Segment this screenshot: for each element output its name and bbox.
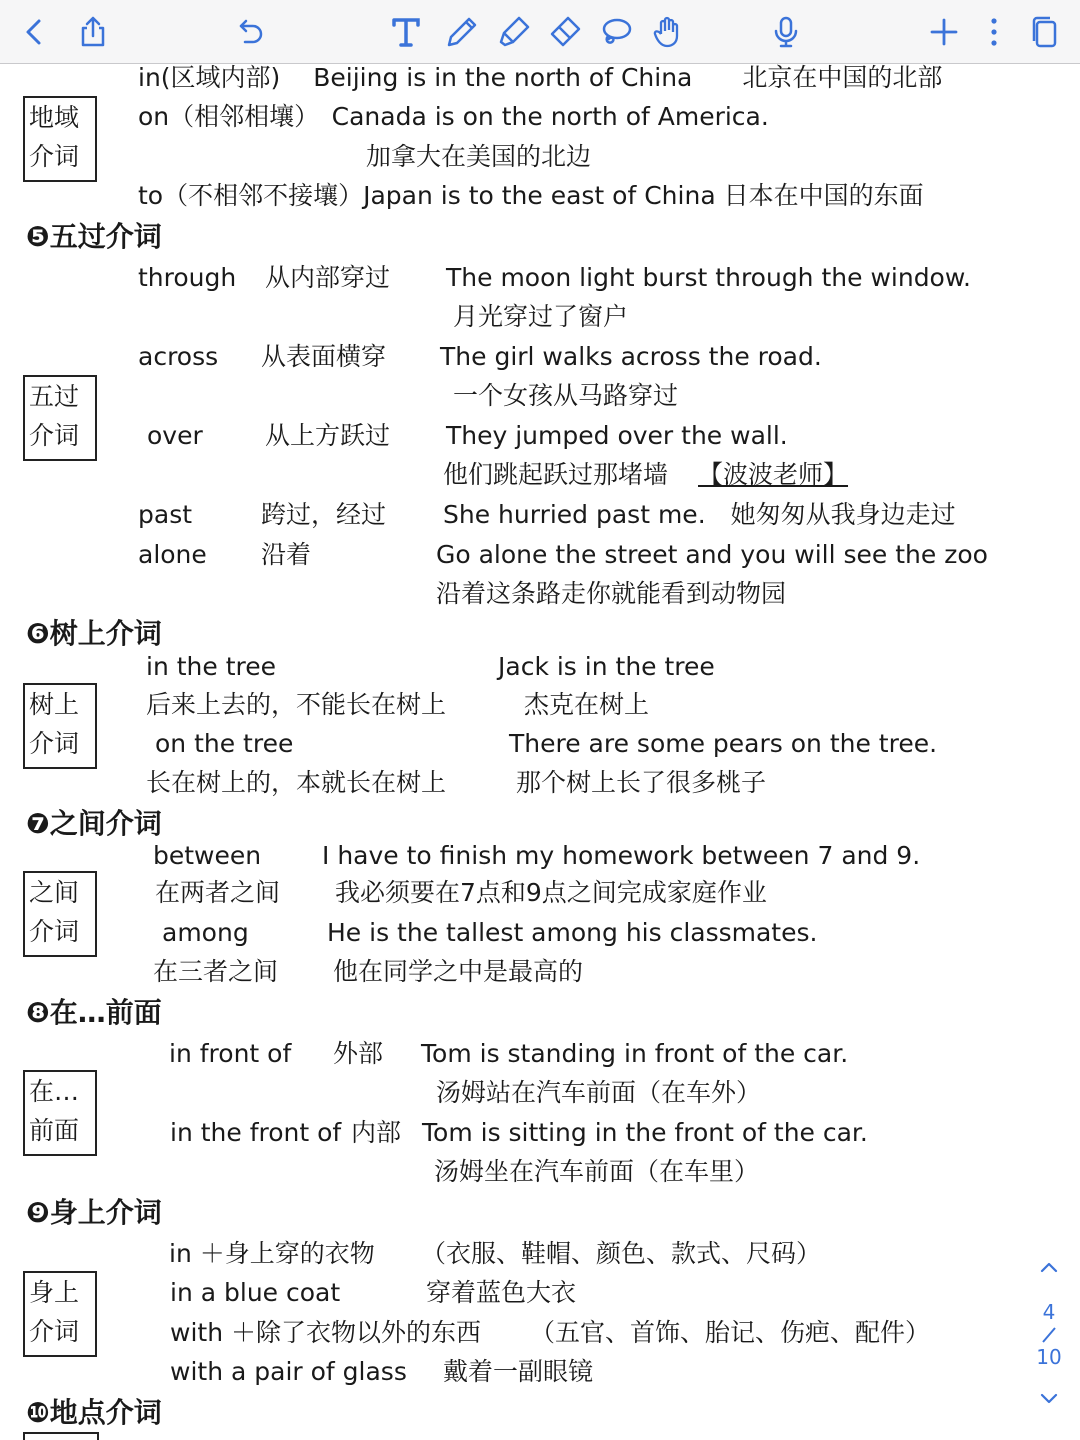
section7-line1-right: I have to finish my homework between 7 and 9. (322, 841, 921, 870)
row-word: through (138, 263, 237, 292)
box-label-line2: 介词 (29, 421, 80, 450)
row-example: She hurried past me. 她匆匆从我身边走过 (443, 500, 956, 529)
row-word: across (138, 342, 219, 371)
section9-line3-left: with ＋除了衣物以外的东西 (170, 1318, 481, 1347)
section8-line1-phrase: in front of (169, 1039, 292, 1068)
row-meaning: 从内部穿过 (265, 263, 391, 292)
box-label-line1: 在… (29, 1077, 80, 1106)
section6-line1-right: Jack is in the tree (498, 652, 715, 681)
microphone-button[interactable] (764, 10, 808, 54)
section7-line3-right: He is the tallest among his classmates. (327, 918, 818, 947)
section6-line3-left: on the tree (155, 729, 294, 758)
row-meaning: 跨过，经过 (261, 500, 387, 529)
undo-icon (231, 14, 267, 50)
section9-line4-left: with a pair of glass (170, 1357, 407, 1386)
text-tool-button[interactable] (384, 10, 428, 54)
pages-button[interactable] (1022, 10, 1066, 54)
page-separator (1039, 1325, 1059, 1345)
chevron-down-icon (1036, 1386, 1062, 1412)
section7-line4-right: 他在同学之中是最高的 (333, 957, 584, 986)
section9-line4-right: 戴着一副眼镜 (443, 1357, 594, 1386)
section6-line2-right: 杰克在树上 (524, 690, 650, 719)
section7-line4-left: 在三者之间 (153, 957, 279, 986)
teacher-tag: 【波波老师】 (698, 460, 849, 489)
box-label-line1: 树上 (29, 690, 80, 719)
row-meaning: 从上方跃过 (265, 421, 391, 450)
section6-box-label (23, 683, 97, 769)
row-word: alone (138, 540, 207, 569)
section8-box-label (23, 1070, 97, 1156)
current-page-number: 4 (1042, 1300, 1056, 1324)
lasso-icon (598, 14, 634, 50)
section7-box-label (23, 871, 97, 957)
pages-icon (1026, 14, 1062, 50)
section4-line4: to（不相邻不接壤）Japan is to the east of China 日本在中国的东面 (138, 181, 924, 210)
share-icon (75, 14, 111, 50)
section6-line4-right: 那个树上长了很多桃子 (516, 768, 767, 797)
total-pages-number: 10 (1036, 1345, 1062, 1369)
section8-line1-example: Tom is standing in front of the car. (421, 1039, 849, 1068)
section9-line1-right: （衣服、鞋帽、颜色、款式、尺码） (421, 1239, 822, 1268)
eraser-icon (547, 14, 583, 50)
row-word: over (147, 421, 203, 450)
section5-heading: ❺五过介词 (26, 220, 162, 253)
more-button[interactable] (972, 10, 1016, 54)
section5-box-label (23, 375, 97, 461)
box-label-line2: 介词 (29, 917, 80, 946)
row-translation: 一个女孩从马路穿过 (453, 381, 679, 410)
box-label-line2: 前面 (29, 1116, 80, 1145)
highlighter-tool-button[interactable] (492, 10, 536, 54)
row-meaning: 从表面横穿 (261, 342, 387, 371)
pen-icon (444, 14, 480, 50)
add-button[interactable] (922, 10, 966, 54)
section4-line2: on（相邻相壤） Canada is on the north of America. (138, 102, 769, 131)
section8-line3-phrase: in the front of (170, 1118, 342, 1147)
section9-line1-left: in ＋身上穿的衣物 (169, 1239, 375, 1268)
page-up-button[interactable] (1036, 1254, 1062, 1280)
section8-line3-meaning: 内部 (351, 1118, 402, 1147)
row-word: past (138, 500, 193, 529)
section7-heading: ❼之间介词 (26, 807, 162, 840)
chevron-up-icon (1036, 1254, 1062, 1280)
section8-line4: 汤姆坐在汽车前面（在车里） (434, 1157, 760, 1186)
section9-box-label (23, 1271, 97, 1357)
section8-heading: ❽在…前面 (26, 996, 162, 1029)
section6-line2-left: 后来上去的，不能长在树上 (146, 690, 447, 719)
row-translation: 他们跳起跃过那堵墙 (443, 460, 669, 489)
section10-heading: ❿地点介词 (26, 1396, 162, 1429)
box-label-line1: 之间 (29, 878, 80, 907)
pen-tool-button[interactable] (440, 10, 484, 54)
box-label-line2: 介词 (29, 729, 80, 758)
section7-line1-left: between (153, 841, 262, 870)
section9-line3-right: （五官、首饰、胎记、伤疤、配件） (530, 1318, 931, 1347)
section6-heading: ❻树上介词 (26, 617, 162, 650)
section10-box-label (23, 1432, 99, 1440)
section6-line3-right: There are some pears on the tree. (509, 729, 938, 758)
hand-icon (650, 14, 686, 50)
section9-line2-left: in a blue coat (170, 1278, 341, 1307)
section6-line1-left: in the tree (146, 652, 277, 681)
section4-line1: in(区域内部) Beijing is in the north of China 北京在中国的北部 (138, 63, 943, 92)
section4-box-label (23, 96, 97, 182)
section7-line2-right: 我必须要在7点和9点之间完成家庭作业 (335, 878, 767, 907)
page-down-button[interactable] (1036, 1386, 1062, 1412)
section8-line3-example: Tom is sitting in the front of the car. (422, 1118, 868, 1147)
page-navigator (1022, 1250, 1076, 1420)
box-label-line1: 地域 (29, 103, 80, 132)
section7-line3-left: among (162, 918, 249, 947)
section8-line1-meaning: 外部 (333, 1039, 384, 1068)
lasso-tool-button[interactable] (594, 10, 638, 54)
row-example: The moon light burst through the window. (446, 263, 971, 292)
section8-line2: 汤姆站在汽车前面（在车外） (436, 1078, 762, 1107)
eraser-tool-button[interactable] (543, 10, 587, 54)
box-label-line1: 五过 (29, 382, 80, 411)
hand-tool-button[interactable] (646, 10, 690, 54)
row-example: Go alone the street and you will see the zoo (436, 540, 988, 569)
row-example: The girl walks across the road. (440, 342, 822, 371)
highlighter-icon (496, 14, 532, 50)
row-example: They jumped over the wall. (446, 421, 788, 450)
row-translation: 月光穿过了窗户 (453, 302, 629, 331)
text-tool-icon (388, 14, 424, 50)
share-button[interactable] (71, 10, 115, 54)
back-button[interactable] (13, 10, 57, 54)
section7-line2-left: 在两者之间 (155, 878, 281, 907)
section4-line3: 加拿大在美国的北边 (366, 142, 592, 171)
section6-line4-left: 长在树上的，本就长在树上 (146, 768, 447, 797)
row-meaning: 沿着 (261, 540, 312, 569)
box-label-line2: 介词 (29, 142, 80, 171)
section9-line2-right: 穿着蓝色大衣 (426, 1278, 577, 1307)
chevron-left-icon (17, 14, 53, 50)
more-vertical-icon (976, 14, 1012, 50)
section9-heading: ❾身上介词 (26, 1196, 162, 1229)
plus-icon (926, 14, 962, 50)
microphone-icon (768, 14, 804, 50)
box-label-line2: 介词 (29, 1317, 80, 1346)
box-label-line1: 身上 (29, 1278, 80, 1307)
row-translation: 沿着这条路走你就能看到动物园 (436, 579, 787, 608)
toolbar (0, 0, 1080, 64)
undo-button[interactable] (227, 10, 271, 54)
